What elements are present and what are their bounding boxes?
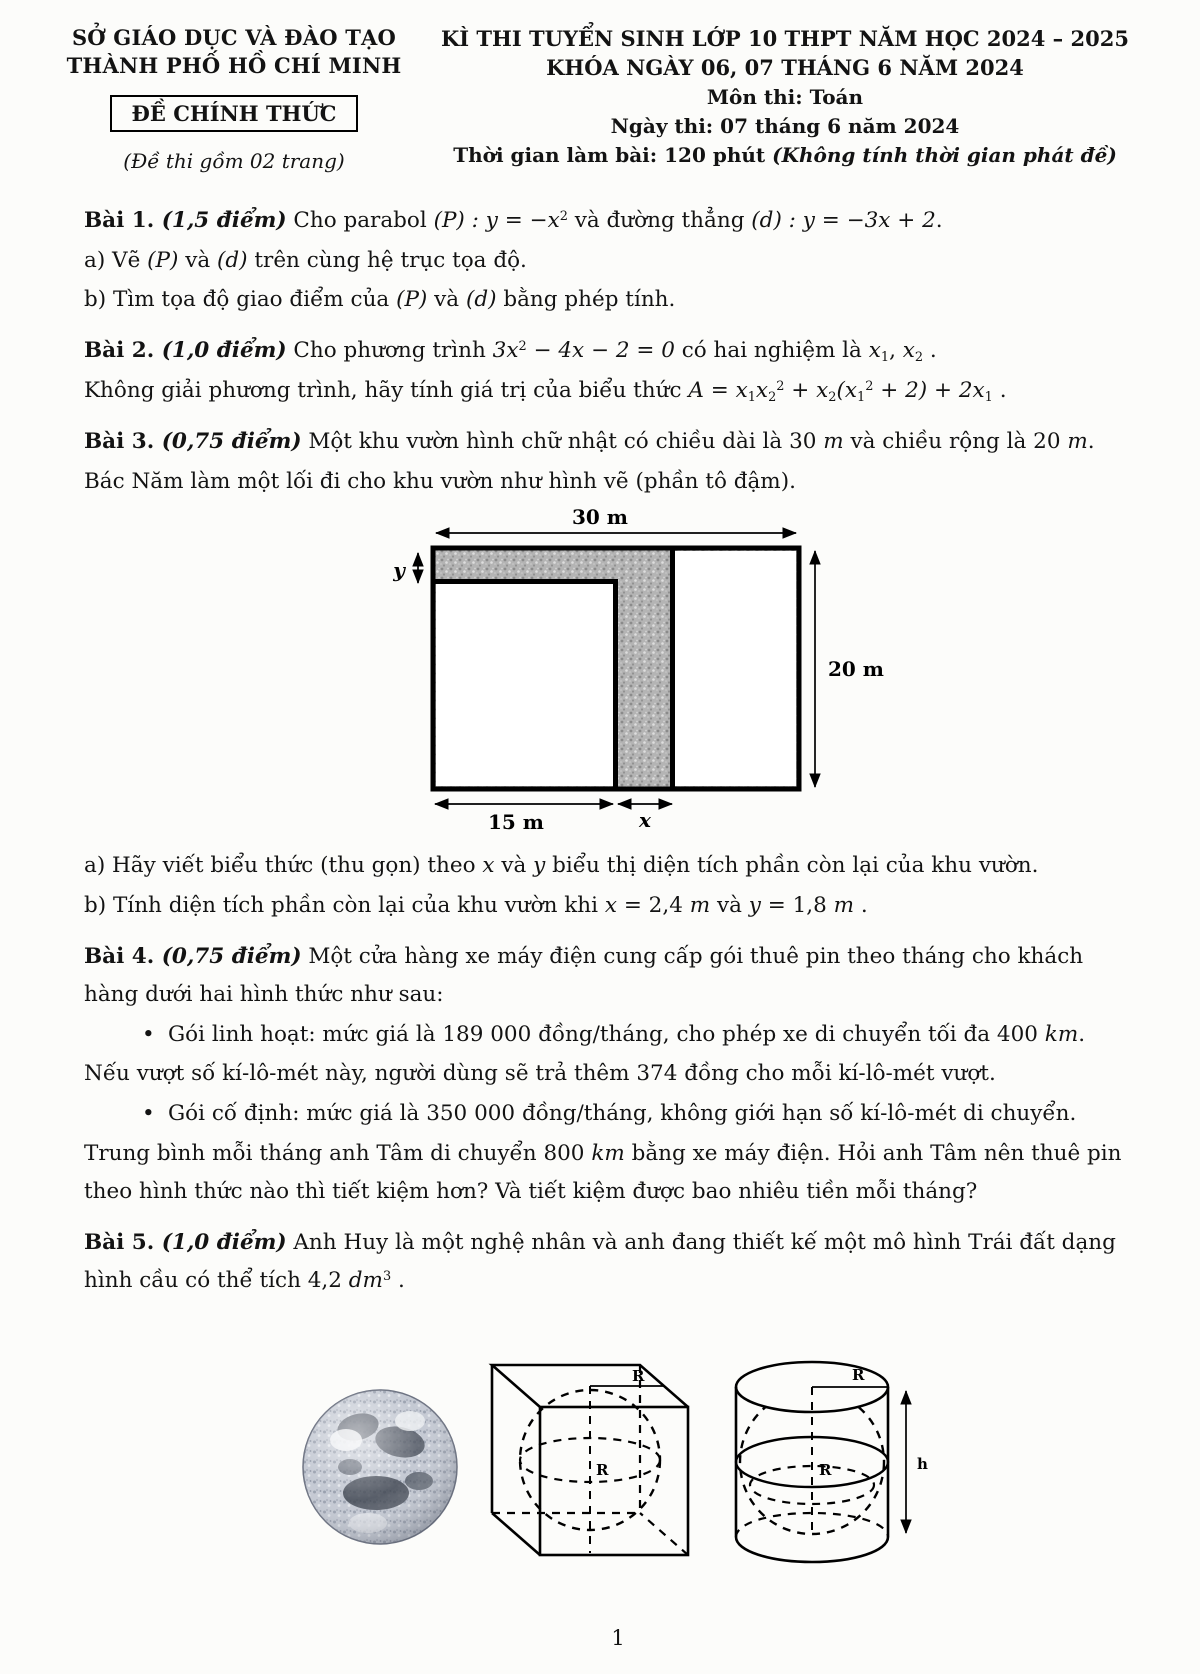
text-segment: 2	[768, 389, 777, 405]
text-segment: km	[591, 1141, 625, 1167]
text-segment: Anh Huy là một nghệ nhân và anh đang thiết kế một mô hình Trái đất dạng hình cầu có thể tích 4,2	[84, 1229, 1116, 1293]
cube-center-radius-label: R	[596, 1461, 609, 1480]
cube-top-radius-label: R	[632, 1367, 645, 1386]
text-segment: .	[935, 207, 943, 233]
text-segment: Bài 2.	[84, 338, 162, 364]
bai2-body	[84, 372, 1124, 410]
bai5-heading	[84, 1224, 1124, 1300]
bai3-heading	[84, 423, 1124, 461]
text-segment: A = x	[688, 378, 748, 403]
text-segment: a) Vẽ	[84, 247, 148, 273]
text-segment: Bài 1.	[84, 207, 162, 233]
text-segment: = 2,4	[617, 893, 690, 919]
text-segment: (P) : y = −x	[433, 207, 560, 233]
text-segment: .	[391, 1267, 405, 1293]
text-segment: 1	[857, 389, 866, 405]
text-segment: a) Hãy viết biểu thức (thu gọn) theo	[84, 853, 483, 879]
exam-duration-main: Thời gian làm bài: 120 phút	[453, 142, 773, 167]
text-segment: Cho phương trình	[286, 338, 493, 364]
text-segment: − 4x − 2 = 0	[526, 338, 675, 364]
bai1-heading	[84, 202, 1124, 240]
solids-figure	[84, 1309, 1124, 1590]
bai4-question	[84, 1135, 1124, 1211]
text-segment: Bác Năm làm một lối đi cho khu vườn như hình vẽ (phần tô đậm).	[84, 468, 796, 494]
text-segment: (1,5 điểm)	[161, 207, 287, 233]
text-segment: 1	[611, 1626, 625, 1651]
text-segment: 2	[865, 378, 874, 394]
exam-title-line2: KHÓA NGÀY 06, 07 THÁNG 6 NĂM 2024	[546, 55, 1024, 81]
cyl-center-radius-label: R	[819, 1461, 832, 1480]
text-segment: 3	[382, 1268, 392, 1284]
cyl-bottom-front-arc	[736, 1537, 888, 1562]
cyl-top-radius-label: R	[852, 1366, 865, 1385]
text-segment: 1	[984, 389, 993, 405]
exam-duration	[410, 141, 1160, 170]
text-segment: Nếu vượt số kí-lô-mét này, người dùng sẽ trả thêm 374 đồng cho mỗi kí-lô-mét vượt.	[84, 1061, 996, 1087]
text-segment: và	[494, 853, 534, 879]
text-segment: .	[854, 893, 868, 919]
text-segment: .	[923, 338, 937, 364]
text-segment: và	[178, 247, 218, 273]
text-segment: .	[992, 378, 1007, 403]
text-segment: 2	[776, 378, 785, 394]
pages-note: (Đề thi gồm 02 trang)	[123, 148, 345, 173]
text-segment: 2	[518, 339, 527, 355]
text-segment: .	[1087, 428, 1095, 454]
text-segment: biểu thị diện tích phần còn lại của khu vườn.	[545, 853, 1039, 879]
text-segment: có hai nghiệm là	[674, 338, 869, 364]
text-segment: (1,0 điểm)	[161, 1229, 287, 1255]
text-segment: Bài 3.	[84, 428, 162, 454]
text-segment: y	[533, 853, 546, 879]
text-segment: 1	[747, 389, 756, 405]
text-segment: b) Tìm tọa độ giao điểm của	[84, 287, 397, 313]
header-left-block	[58, 24, 410, 173]
text-segment: Trung bình mỗi tháng anh Tâm di chuyển 800	[84, 1141, 592, 1167]
text-segment: m	[1067, 428, 1088, 454]
bai3-a	[84, 847, 1124, 885]
text-segment: x	[482, 853, 495, 879]
text-segment: (d)	[465, 287, 497, 313]
header	[0, 0, 1200, 173]
text-segment: m	[823, 428, 844, 454]
bai4-bullet-1-note	[84, 1055, 1124, 1093]
text-segment: và	[427, 287, 466, 313]
bullet-icon: •	[142, 1021, 155, 1047]
cyl-height-label: h	[917, 1455, 928, 1474]
bai1-a	[84, 242, 1124, 280]
text-segment: 2	[559, 208, 568, 224]
text-segment: b) Tính diện tích phần còn lại của khu vườn khi	[84, 893, 605, 919]
garden-figure-canvas	[386, 504, 906, 832]
official-exam-stamp-box: ĐỀ CHÍNH THỨC	[110, 95, 359, 132]
text-segment: và chiều rộng là 20	[843, 428, 1068, 454]
text-segment: Cho parabol	[286, 207, 434, 233]
text-segment: Một cửa hàng xe máy điện cung cấp gói thuê pin theo tháng cho khách hàng dưới hai hình thức như sau:	[84, 943, 1084, 1007]
text-segment: y	[748, 893, 761, 919]
text-segment: (0,75 điểm)	[161, 428, 302, 454]
text-segment: dm	[348, 1267, 383, 1293]
text-segment: x	[902, 338, 915, 364]
text-segment: (0,75 điểm)	[161, 943, 302, 969]
text-segment: và	[710, 893, 749, 919]
text-segment: Gói linh hoạt: mức giá là 189 000 đồng/tháng, cho phép xe di chuyển tối đa 400	[168, 1021, 1045, 1047]
text-segment: + x	[784, 378, 829, 403]
text-segment: 2	[914, 350, 924, 366]
bai2-heading	[84, 332, 1124, 370]
exam-subject: Môn thi: Toán	[706, 84, 864, 109]
garden-left-remainder	[436, 584, 614, 786]
bai3-body	[84, 463, 1124, 501]
bullet-icon: •	[142, 1101, 155, 1127]
text-segment: bằng phép tính.	[496, 287, 676, 313]
text-segment: (x	[836, 378, 857, 403]
bai4-heading	[84, 938, 1124, 1014]
text-segment: 3x	[492, 338, 519, 364]
text-segment: (d) : y = −3x + 2	[751, 207, 936, 233]
text-segment: bằng xe máy điện. Hỏi anh Tâm nên thuê pin theo hình thức nào thì tiết kiệm hơn? Và tiết kiệm được bao nhiêu tiền mỗi tháng?	[84, 1141, 1122, 1204]
text-segment: m	[689, 893, 711, 919]
text-segment: Gói cố định: mức giá là 350 000 đồng/tháng, không giới hạn số kí-lô-mét di chuyển.	[168, 1101, 1077, 1127]
cube-with-sphere-illustration	[492, 1365, 688, 1555]
department-line2: THÀNH PHỐ HỒ CHÍ MINH	[66, 53, 402, 79]
text-segment: km	[1044, 1021, 1079, 1047]
path-width-label: x	[639, 808, 651, 833]
text-segment: x	[868, 338, 881, 364]
text-segment: trên cùng hệ trục tọa độ.	[247, 247, 527, 273]
garden-walkway-figure	[84, 504, 1124, 845]
exam-body	[0, 173, 1200, 1658]
text-segment: (d)	[217, 247, 248, 273]
text-segment: (P)	[396, 287, 428, 313]
cube-front-face	[540, 1407, 688, 1555]
text-segment: (P)	[147, 247, 179, 273]
text-segment: ,	[889, 338, 903, 364]
text-segment: và đường thẳng	[567, 207, 752, 233]
page-number	[84, 1620, 1124, 1657]
text-segment: x	[604, 893, 617, 919]
text-segment: Bài 4.	[84, 943, 162, 969]
bai3-b	[84, 887, 1124, 925]
department-line1: SỞ GIÁO DỤC VÀ ĐÀO TẠO	[71, 25, 397, 50]
text-segment: 2	[828, 389, 837, 405]
text-segment: 1	[880, 350, 890, 366]
text-segment: = 1,8	[760, 893, 834, 919]
solids-figure-canvas	[292, 1309, 952, 1577]
bai4-bullet-2	[84, 1095, 1124, 1133]
exam-title-line1: KÌ THI TUYỂN SINH LỚP 10 THPT NĂM HỌC 2024 – 2025	[441, 26, 1129, 51]
text-segment: Không giải phương trình, hãy tính giá trị của biểu thức	[84, 378, 689, 403]
height-dimension-label: 20 m	[828, 657, 884, 682]
text-segment: (1,0 điểm)	[161, 338, 287, 364]
exam-duration-note: (Không tính thời gian phát đề)	[772, 142, 1117, 167]
garden-right-remainder	[675, 551, 796, 786]
earth-globe-illustration	[303, 1390, 457, 1544]
text-segment: Một khu vườn hình chữ nhật có chiều dài là 30	[301, 428, 824, 454]
exam-date: Ngày thi: 07 tháng 6 năm 2024	[610, 113, 960, 138]
width-dimension-label: 30 m	[572, 505, 628, 530]
text-segment: x	[755, 378, 769, 403]
bai1-b	[84, 281, 1124, 319]
text-segment: + 2) + 2x	[873, 378, 985, 403]
left-width-label: 15 m	[488, 810, 544, 833]
header-right-block	[410, 24, 1164, 173]
text-segment: m	[833, 893, 855, 919]
bai4-bullet-1	[84, 1016, 1124, 1054]
strip-height-label: y	[393, 558, 405, 583]
text-segment: .	[1078, 1021, 1086, 1047]
text-segment: Bài 5.	[84, 1229, 162, 1255]
